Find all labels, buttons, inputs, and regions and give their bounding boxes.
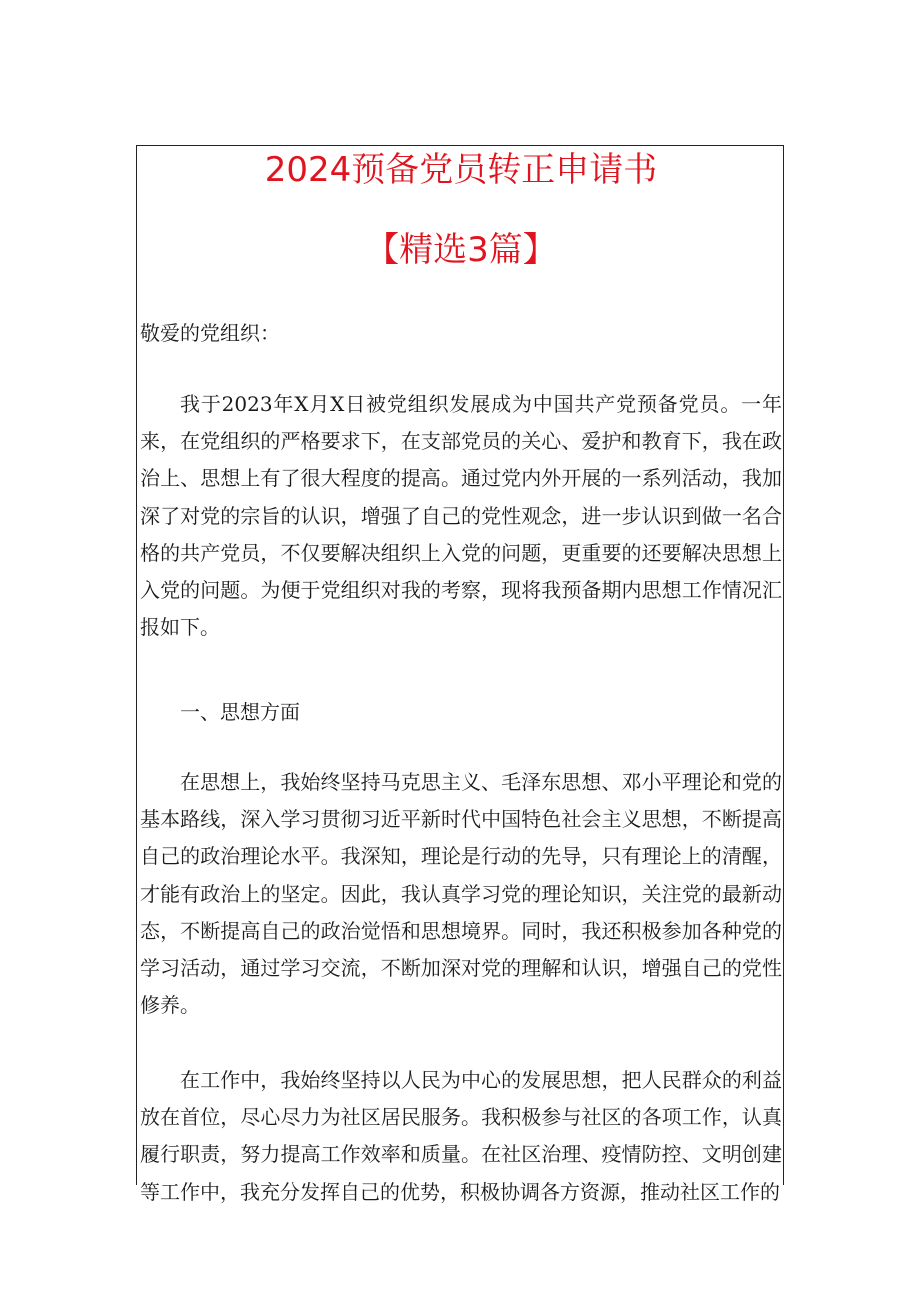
document-frame <box>136 145 784 1185</box>
paragraph-thought: 在思想上，我始终坚持马克思主义、毛泽东思想、邓小平理论和党的基本路线，深入学习贯彻习近平新时代中国特色社会主义思想，不断提高自己的政治理论水平。我深知，理论是行动的先导，只有理论上的清醒，才能有政治上的坚定。因此，我认真学习党的理论知识，关注党的最新动态，不断提高自己的政治觉悟和思想境界。同时，我还积极参加各种党的学习活动，通过学习交流，不断加深对党的理解和认识，增强自己的党性修养。 <box>140 770 782 1018</box>
salutation: 敬爱的党组织： <box>140 321 280 345</box>
paragraph-work: 在工作中，我始终坚持以人民为中心的发展思想，把人民群众的利益放在首位，尽心尽力为社区居民服务。我积极参与社区的各项工作，认真履行职责，努力提高工作效率和质量。在社区治理、疫情防控、文明创建等工作中，我充分发挥自己的优势，积极协调各方资源，推动社区工作的 <box>140 1068 782 1204</box>
document-title: 2024预备党员转正申请书 <box>264 150 658 190</box>
document-subtitle: 【精选3篇】 <box>365 230 557 270</box>
paragraph-intro: 我于2023年X月X日被党组织发展成为中国共产党预备党员。一年来，在党组织的严格要求下，在支部党员的关心、爱护和教育下，我在政治上、思想上有了很大程度的提高。通过党内外开展的一系列活动，我加深了对党的宗旨的认识，增强了自己的党性观念，进一步认识到做一名合格的共产党员，不仅要解决组织上入党的问题，更重要的还要解决思想上入党的问题。为便于党组织对我的考察，现将我预备期内思想工作情况汇报如下。 <box>140 392 782 640</box>
section-heading: 一、思想方面 <box>180 700 300 724</box>
